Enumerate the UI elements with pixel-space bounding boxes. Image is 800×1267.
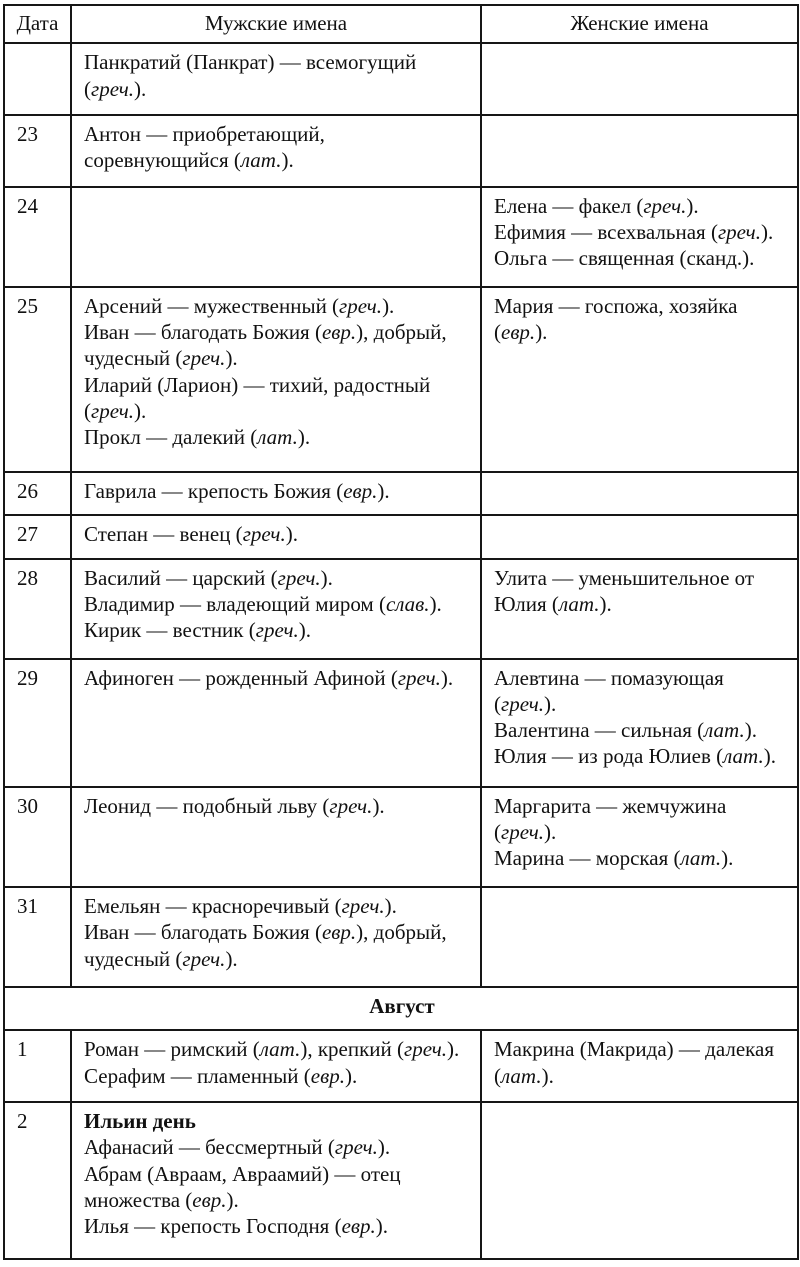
name-entry: Ольга — священная (сканд.). xyxy=(494,246,755,271)
name-entry: Валентина — сильная (лат.). xyxy=(494,718,757,743)
name-entry: Панкратий (Панкрат) — всемогущий (греч.). xyxy=(84,50,417,101)
name-entry: Роман — римский (лат.), крепкий (греч.). xyxy=(84,1037,460,1062)
section-title: Август xyxy=(4,987,798,1030)
date-cell: 31 xyxy=(4,887,71,987)
name-entry: Макрина (Макрида) — далекая (лат.). xyxy=(494,1037,775,1088)
male-names-cell xyxy=(71,287,481,472)
male-names-cell xyxy=(71,187,481,287)
name-entry: Антон — приобретающий, соревнующийся (лат.). xyxy=(84,121,325,173)
section-row xyxy=(4,987,798,1030)
male-names-cell xyxy=(71,115,481,187)
name-entry: Иван — благодать Божия (евр.), добрый, чудесный (греч.). xyxy=(84,320,447,371)
name-entry: Арсений — мужественный (греч.). xyxy=(84,293,395,318)
table-body xyxy=(4,43,798,1259)
table-row xyxy=(4,1102,798,1259)
name-entry: Леонид — подобный льву (греч.). xyxy=(84,793,385,818)
table-row xyxy=(4,43,798,115)
name-entry: Илья — крепость Господня (евр.). xyxy=(84,1214,389,1239)
male-names-cell xyxy=(71,43,481,115)
header-female-names: Женские имена xyxy=(481,5,798,43)
name-entry: Мария — госпожа, хозяйка (евр.). xyxy=(494,293,738,345)
date-cell: 1 xyxy=(4,1030,71,1102)
name-entry: Афанасий — бессмертный (греч.). xyxy=(84,1135,391,1160)
table-row xyxy=(4,659,798,787)
name-entry: Юлия — из рода Юлиев (лат.). xyxy=(494,744,776,769)
name-entry: Иван — благодать Божия (евр.), добрый, чудесный (греч.). xyxy=(84,920,447,971)
header-male-names: Мужские имена xyxy=(71,5,481,43)
table-row xyxy=(4,559,798,659)
male-names-cell xyxy=(71,1030,481,1102)
name-entry: Кирик — вестник (греч.). xyxy=(84,618,312,643)
header-date: Дата xyxy=(4,5,71,43)
table-row xyxy=(4,887,798,987)
table-row xyxy=(4,287,798,472)
date-cell: 26 xyxy=(4,472,71,515)
date-cell: 27 xyxy=(4,515,71,558)
female-names-cell xyxy=(481,1030,798,1102)
date-cell xyxy=(4,43,71,115)
name-entry: Маргарита — жемчужина (греч.). xyxy=(494,793,727,845)
date-cell: 23 xyxy=(4,115,71,187)
name-entry: Прокл — далекий (лат.). xyxy=(84,425,311,450)
table-row xyxy=(4,787,798,887)
table-header xyxy=(4,5,798,43)
date-cell: 28 xyxy=(4,559,71,659)
male-names-cell xyxy=(71,472,481,515)
name-entry: Марина — морская (лат.). xyxy=(494,846,734,871)
name-entry: Иларий (Ларион) — тихий, радостный (греч.). xyxy=(84,372,431,423)
table-row xyxy=(4,515,798,558)
female-names-cell xyxy=(481,787,798,887)
female-names-cell xyxy=(481,187,798,287)
male-names-cell xyxy=(71,1102,481,1259)
name-entry: Гаврила — крепость Божия (евр.). xyxy=(84,478,390,503)
name-entry: Улита — уменьшительное от Юлия (лат.). xyxy=(494,565,755,616)
name-entry: Ефимия — всехвальная (греч.). xyxy=(494,219,774,244)
name-entry: Ильин день xyxy=(84,1109,196,1134)
name-entry: Алевтина — помазующая (греч.). xyxy=(494,665,724,716)
name-entry: Елена — факел (греч.). xyxy=(494,193,699,218)
female-names-cell xyxy=(481,887,798,987)
male-names-cell xyxy=(71,515,481,558)
female-names-cell xyxy=(481,659,798,787)
female-names-cell xyxy=(481,43,798,115)
date-cell: 30 xyxy=(4,787,71,887)
female-names-cell xyxy=(481,559,798,659)
name-entry: Степан — венец (греч.). xyxy=(84,522,298,547)
table-row xyxy=(4,115,798,187)
male-names-cell xyxy=(71,787,481,887)
male-names-cell xyxy=(71,887,481,987)
name-days-table xyxy=(3,4,799,1260)
table-row xyxy=(4,472,798,515)
female-names-cell xyxy=(481,287,798,472)
name-entry: Афиноген — рожденный Афиной (греч.). xyxy=(84,665,454,690)
female-names-cell xyxy=(481,115,798,187)
female-names-cell xyxy=(481,515,798,558)
male-names-cell xyxy=(71,559,481,659)
date-cell: 2 xyxy=(4,1102,71,1259)
table-row xyxy=(4,1030,798,1102)
name-entry: Серафим — пламенный (евр.). xyxy=(84,1063,358,1088)
female-names-cell xyxy=(481,1102,798,1259)
date-cell: 24 xyxy=(4,187,71,287)
date-cell: 29 xyxy=(4,659,71,787)
female-names-cell xyxy=(481,472,798,515)
header-row xyxy=(4,5,798,43)
date-cell: 25 xyxy=(4,287,71,472)
name-entry: Василий — царский (греч.). xyxy=(84,565,333,590)
male-names-cell xyxy=(71,659,481,787)
name-entry: Абрам (Авраам, Авраамий) — отец множества (евр.). xyxy=(84,1161,401,1212)
name-entry: Емельян — красноречивый (греч.). xyxy=(84,894,397,919)
table-row xyxy=(4,187,798,287)
name-entry: Владимир — владеющий миром (слав.). xyxy=(84,591,442,616)
